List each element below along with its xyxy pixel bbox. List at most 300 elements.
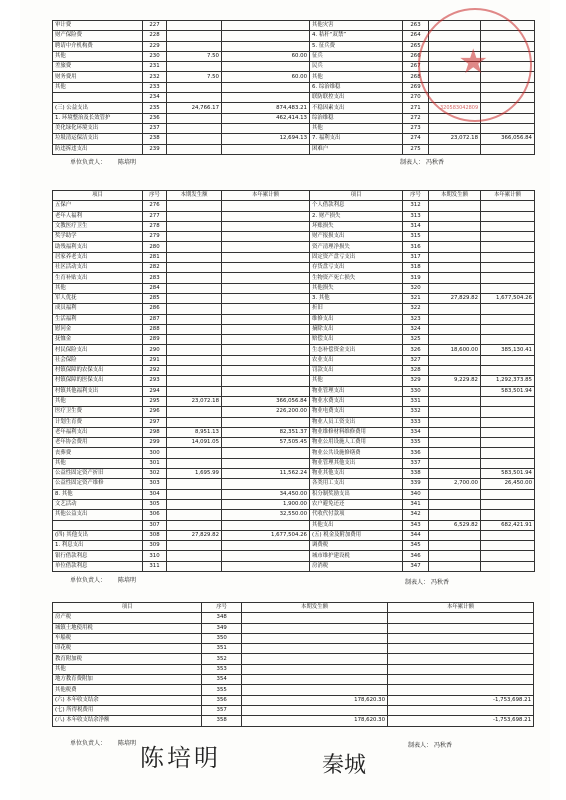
- table-cell: 309: [143, 541, 167, 551]
- table-row: [53, 438, 535, 448]
- table-cell: [167, 113, 222, 123]
- table-cell: [481, 211, 535, 221]
- table-cell: [429, 242, 481, 252]
- table-cell: 其他: [310, 376, 403, 386]
- table-cell: 其他: [53, 283, 143, 293]
- table-cell: 350: [202, 633, 242, 643]
- table-cell: [242, 633, 388, 643]
- table-cell: [167, 221, 222, 231]
- table-cell: 342: [403, 510, 429, 520]
- table-cell: [222, 263, 310, 273]
- table-cell: 283: [143, 273, 167, 283]
- table-cell: 地方教育费附加: [53, 675, 202, 685]
- table-cell: 294: [143, 386, 167, 396]
- table-cell: [167, 82, 222, 92]
- table-cell: 其他: [310, 123, 403, 133]
- table-cell: [222, 366, 310, 376]
- table-cell: 城镇土地使用税: [53, 623, 202, 633]
- table-cell: 317: [403, 252, 429, 262]
- table-cell: 社会保险: [53, 355, 143, 365]
- table-row: [53, 324, 535, 334]
- table-cell: [481, 438, 535, 448]
- table-cell: 计划生育费: [53, 417, 143, 427]
- preparer-label: 制表人：: [400, 159, 425, 166]
- table-cell: 生活福利: [53, 314, 143, 324]
- table-cell: 其他: [53, 664, 202, 674]
- table-cell: [481, 304, 535, 314]
- table-cell: 331: [403, 396, 429, 406]
- table-cell: [222, 252, 310, 262]
- table-cell: 资产清理净损失: [310, 242, 403, 252]
- table-cell: -1,753,698.21: [388, 695, 534, 705]
- table-row: [53, 386, 535, 396]
- table-cell: 困难户: [310, 144, 403, 154]
- table-cell: 征兵: [310, 51, 403, 61]
- table-row: [53, 345, 535, 355]
- table-cell: [167, 448, 222, 458]
- table-cell: [481, 335, 535, 345]
- table-cell: 财务费用: [53, 72, 143, 82]
- table-cell: 27,829.82: [429, 293, 481, 303]
- table-cell: 物业电费支出: [310, 407, 403, 417]
- table-cell: 积分制奖励支出: [310, 489, 403, 499]
- table-cell: [429, 386, 481, 396]
- table-row: [53, 458, 535, 468]
- table-cell: [429, 438, 481, 448]
- table-cell: 物业管理支出: [310, 386, 403, 396]
- table-cell: [388, 623, 534, 633]
- preparer-name: 冯秋香: [433, 742, 452, 749]
- table-cell: 329: [403, 376, 429, 386]
- table-cell: 348: [202, 613, 242, 623]
- table-cell: 垃圾清运保洁支出: [53, 134, 143, 144]
- table-cell: [222, 345, 310, 355]
- table-cell: [429, 144, 481, 154]
- table-cell: 坏账损失: [310, 221, 403, 231]
- table-cell: 调费税: [310, 541, 403, 551]
- table-cell: 302: [143, 469, 167, 479]
- table-cell: [481, 551, 535, 561]
- leader-label: 单位负责人：: [70, 577, 107, 584]
- table-cell: 综治维稳: [310, 113, 403, 123]
- table-cell: 334: [403, 427, 429, 437]
- table-cell: 312: [403, 201, 429, 211]
- table-row: [53, 396, 535, 406]
- column-header: 序号: [143, 191, 167, 201]
- table-cell: (七) 所得税费用: [53, 705, 202, 715]
- table-cell: [167, 324, 222, 334]
- table-cell: 财产报损支出: [310, 232, 403, 242]
- table-cell: -1,753,698.21: [388, 716, 534, 726]
- table-cell: [429, 355, 481, 365]
- table-cell: 322: [403, 304, 429, 314]
- table-cell: 1,695.99: [167, 469, 222, 479]
- part3-footer: [70, 738, 136, 747]
- table-cell: 314: [403, 221, 429, 231]
- table-cell: 229: [143, 41, 167, 51]
- table-cell: [242, 623, 388, 633]
- table-cell: [167, 263, 222, 273]
- table-cell: 老年协会费用: [53, 438, 143, 448]
- column-header: 本年累计额: [222, 191, 310, 201]
- part1-preparer: [400, 157, 444, 166]
- table-cell: [481, 396, 535, 406]
- table-cell: 差旅费: [53, 62, 143, 72]
- table-cell: [481, 144, 535, 154]
- table-cell: [222, 232, 310, 242]
- table-cell: 231: [143, 62, 167, 72]
- table-cell: 338: [403, 469, 429, 479]
- table-row: [53, 211, 535, 221]
- table-cell: [222, 31, 310, 41]
- table-row: [53, 273, 535, 283]
- table-cell: 村镇保障的农保支出: [53, 366, 143, 376]
- table-cell: 其他: [53, 51, 143, 61]
- table-cell: (五) 税金及附加费用: [310, 530, 403, 540]
- table-cell: 263: [403, 21, 429, 31]
- table-cell: [388, 613, 534, 623]
- table-cell: [222, 93, 310, 103]
- table-cell: 316: [403, 242, 429, 252]
- table-cell: [481, 232, 535, 242]
- table-cell: [167, 479, 222, 489]
- table-cell: 320: [403, 283, 429, 293]
- table-row: [53, 252, 535, 262]
- table-cell: 303: [143, 479, 167, 489]
- table-cell: 23,072.18: [167, 396, 222, 406]
- table-cell: 其他: [53, 82, 143, 92]
- table-cell: [481, 407, 535, 417]
- table-row: [53, 144, 535, 154]
- table-cell: 306: [143, 510, 167, 520]
- table-row: [53, 366, 535, 376]
- table-cell: 8,951.13: [167, 427, 222, 437]
- table-cell: [167, 62, 222, 72]
- table-cell: 270: [403, 93, 429, 103]
- table-cell: [242, 705, 388, 715]
- table-row: [53, 407, 535, 417]
- table-cell: 丧葬费: [53, 448, 143, 458]
- table-row: [53, 623, 534, 633]
- table-cell: 代收代付款项: [310, 510, 403, 520]
- table-row: [53, 283, 535, 293]
- column-header: 本期发生额: [242, 603, 388, 613]
- table-cell: 固定资产盘亏支出: [310, 252, 403, 262]
- part3-preparer: [408, 740, 452, 749]
- table-cell: 281: [143, 252, 167, 262]
- table-cell: 279: [143, 232, 167, 242]
- table-cell: [222, 561, 310, 571]
- table-cell: [167, 458, 222, 468]
- table-row: [53, 123, 535, 133]
- table-cell: 摘除支出: [310, 324, 403, 334]
- table-cell: 287: [143, 314, 167, 324]
- table-row: [53, 134, 535, 144]
- table-cell: [167, 273, 222, 283]
- table-row: [53, 685, 534, 695]
- table-cell: 物业公用设施人工费用: [310, 438, 403, 448]
- table-cell: 276: [143, 201, 167, 211]
- table-cell: [167, 345, 222, 355]
- table-cell: 323: [403, 314, 429, 324]
- table-cell: 文艺活动: [53, 499, 143, 509]
- table-cell: [481, 541, 535, 551]
- table-cell: [388, 685, 534, 695]
- table-cell: [429, 469, 481, 479]
- table-cell: [429, 561, 481, 571]
- table-cell: 278: [143, 221, 167, 231]
- table-cell: 公益性固定资产维修: [53, 479, 143, 489]
- table-cell: [481, 499, 535, 509]
- table-cell: 老年人福利: [53, 211, 143, 221]
- table-cell: 275: [403, 144, 429, 154]
- table-cell: [481, 324, 535, 334]
- table-cell: 291: [143, 355, 167, 365]
- table-cell: [481, 448, 535, 458]
- table-cell: 319: [403, 273, 429, 283]
- column-header: 序号: [202, 603, 242, 613]
- table-cell: 1. 利息支出: [53, 541, 143, 551]
- table-cell: 268: [403, 72, 429, 82]
- table-cell: [429, 448, 481, 458]
- table-cell: [222, 41, 310, 51]
- table-cell: 各类用工支出: [310, 479, 403, 489]
- table-cell: [429, 324, 481, 334]
- table-cell: 239: [143, 144, 167, 154]
- table-cell: [429, 551, 481, 561]
- table-cell: [242, 644, 388, 654]
- table-cell: [429, 530, 481, 540]
- table-cell: 2,700.00: [429, 479, 481, 489]
- table-cell: 4. 秸秆“双禁”: [310, 31, 403, 41]
- table-cell: 307: [143, 520, 167, 530]
- table-cell: 单位借款利息: [53, 561, 143, 571]
- table-cell: 14,091.05: [167, 438, 222, 448]
- table-cell: 354: [202, 675, 242, 685]
- column-header: 本期发生额: [167, 191, 222, 201]
- table-cell: 抚恤金: [53, 335, 143, 345]
- table-cell: 236: [143, 113, 167, 123]
- table-cell: 银行借款利息: [53, 551, 143, 561]
- table-cell: 301: [143, 458, 167, 468]
- table-row: [53, 520, 535, 530]
- table-cell: 305: [143, 499, 167, 509]
- table-cell: 284: [143, 283, 167, 293]
- table-cell: 233: [143, 82, 167, 92]
- table-cell: 公益性固定资产折旧: [53, 469, 143, 479]
- table-cell: 防违拆违支出: [53, 144, 143, 154]
- table-row: [53, 335, 535, 345]
- column-header: 项目: [53, 603, 202, 613]
- table-cell: 24,766.17: [167, 103, 222, 113]
- table-cell: 物业维修材料维修费用: [310, 427, 403, 437]
- table-cell: [242, 685, 388, 695]
- table-cell: 奖学助学: [53, 232, 143, 242]
- table-cell: 其他: [310, 72, 403, 82]
- table-cell: 335: [403, 438, 429, 448]
- table-cell: 583,501.94: [481, 469, 535, 479]
- table-cell: 351: [202, 644, 242, 654]
- table-cell: 332: [403, 407, 429, 417]
- handwritten-signature-leader: 陈培明: [140, 744, 221, 772]
- table-cell: [167, 489, 222, 499]
- table-cell: 336: [403, 448, 429, 458]
- table-row: [53, 293, 535, 303]
- table-cell: [222, 541, 310, 551]
- table-cell: 成员福利: [53, 304, 143, 314]
- table-cell: [222, 144, 310, 154]
- table-row: [53, 613, 534, 623]
- table-cell: 358: [202, 716, 242, 726]
- table-cell: 264: [403, 31, 429, 41]
- table-cell: 273: [403, 123, 429, 133]
- table-cell: [53, 520, 143, 530]
- table-cell: [222, 221, 310, 231]
- table-cell: 生态补偿资金支出: [310, 345, 403, 355]
- table-cell: 327: [403, 355, 429, 365]
- table-cell: 物业水费支出: [310, 396, 403, 406]
- table-cell: 联防联控支出: [310, 93, 403, 103]
- table-cell: 村镇保障的医保支出: [53, 376, 143, 386]
- table-cell: [481, 366, 535, 376]
- table-cell: [481, 355, 535, 365]
- table-cell: 7.50: [167, 51, 222, 61]
- table-cell: 366,056.84: [481, 134, 535, 144]
- table-cell: [481, 530, 535, 540]
- table-cell: 村民保险支出: [53, 345, 143, 355]
- table-cell: [429, 221, 481, 231]
- table-row: [53, 654, 534, 664]
- table-cell: [222, 211, 310, 221]
- table-cell: 234: [143, 93, 167, 103]
- table-cell: 271: [403, 103, 429, 113]
- table-cell: 7.50: [167, 72, 222, 82]
- table-cell: 1,677,504.26: [481, 293, 535, 303]
- table-cell: [167, 376, 222, 386]
- table-cell: 18,600.00: [429, 345, 481, 355]
- table-cell: 军人优抚: [53, 293, 143, 303]
- table-cell: 333: [403, 417, 429, 427]
- table-cell: [429, 232, 481, 242]
- table-cell: [222, 448, 310, 458]
- table-cell: 折旧: [310, 304, 403, 314]
- expense-table-part2: [52, 190, 535, 572]
- table-row: [53, 489, 535, 499]
- table-cell: [167, 211, 222, 221]
- table-cell: 325: [403, 335, 429, 345]
- table-cell: 其他: [53, 396, 143, 406]
- table-cell: [429, 489, 481, 499]
- table-cell: 324: [403, 324, 429, 334]
- table-row: [53, 376, 535, 386]
- table-cell: 280: [143, 242, 167, 252]
- table-row: [53, 242, 535, 252]
- table-cell: [388, 705, 534, 715]
- table-cell: [167, 314, 222, 324]
- table-cell: 274: [403, 134, 429, 144]
- table-row: [53, 263, 535, 273]
- table-cell: 美化绿化环境支出: [53, 123, 143, 133]
- table-cell: 315: [403, 232, 429, 242]
- table-cell: [167, 283, 222, 293]
- table-cell: [429, 123, 481, 133]
- table-cell: [222, 283, 310, 293]
- table-cell: [242, 675, 388, 685]
- table-cell: [222, 376, 310, 386]
- table-cell: 60.00: [222, 72, 310, 82]
- table-cell: 财产保险费: [53, 31, 143, 41]
- table-cell: [167, 31, 222, 41]
- table-cell: 282: [143, 263, 167, 273]
- table-cell: [481, 314, 535, 324]
- table-cell: 27,829.82: [167, 530, 222, 540]
- table-row: [53, 675, 534, 685]
- table-cell: 266: [403, 51, 429, 61]
- table-cell: 277: [143, 211, 167, 221]
- table-cell: 其他损失: [310, 283, 403, 293]
- table-cell: 11,562.24: [222, 469, 310, 479]
- part2-preparer: [405, 577, 449, 586]
- table-cell: 12,694.13: [222, 134, 310, 144]
- table-cell: 346: [403, 551, 429, 561]
- table-cell: 265: [403, 41, 429, 51]
- table-header-row: [53, 603, 534, 613]
- table-cell: 345: [403, 541, 429, 551]
- table-row: [53, 304, 535, 314]
- table-cell: 874,483.21: [222, 103, 310, 113]
- table-cell: 1. 环境整治及长效管护: [53, 113, 143, 123]
- table-cell: 23,072.18: [429, 134, 481, 144]
- table-cell: [167, 21, 222, 31]
- table-cell: [481, 510, 535, 520]
- table-cell: 教育附加税: [53, 654, 202, 664]
- table-cell: [222, 520, 310, 530]
- table-row: [53, 510, 535, 520]
- table-cell: [429, 335, 481, 345]
- table-cell: [429, 458, 481, 468]
- table-cell: 8. 其他: [53, 489, 143, 499]
- table-cell: [222, 324, 310, 334]
- table-cell: 村镇其他福利支出: [53, 386, 143, 396]
- table-cell: 304: [143, 489, 167, 499]
- table-cell: [429, 273, 481, 283]
- table-cell: [429, 252, 481, 262]
- table-cell: 366,056.84: [222, 396, 310, 406]
- table-cell: [167, 561, 222, 571]
- table-cell: 232: [143, 72, 167, 82]
- table-cell: [222, 479, 310, 489]
- table-cell: [222, 386, 310, 396]
- table-cell: 其他: [53, 458, 143, 468]
- table-cell: [222, 201, 310, 211]
- table-cell: 其他税费: [53, 685, 202, 695]
- table-cell: [429, 366, 481, 376]
- table-cell: 313: [403, 211, 429, 221]
- column-header: 项目: [53, 191, 143, 201]
- table-cell: [481, 221, 535, 231]
- table-cell: [222, 314, 310, 324]
- table-cell: [481, 417, 535, 427]
- table-cell: [242, 613, 388, 623]
- tax-table: [52, 602, 534, 727]
- table-cell: 326: [403, 345, 429, 355]
- table-row: [53, 716, 534, 726]
- table-cell: 印花税: [53, 644, 202, 654]
- table-cell: 个人借款利息: [310, 201, 403, 211]
- table-cell: 其他灾害: [310, 21, 403, 31]
- table-cell: 178,620.30: [242, 716, 388, 726]
- table-cell: 慰问金: [53, 324, 143, 334]
